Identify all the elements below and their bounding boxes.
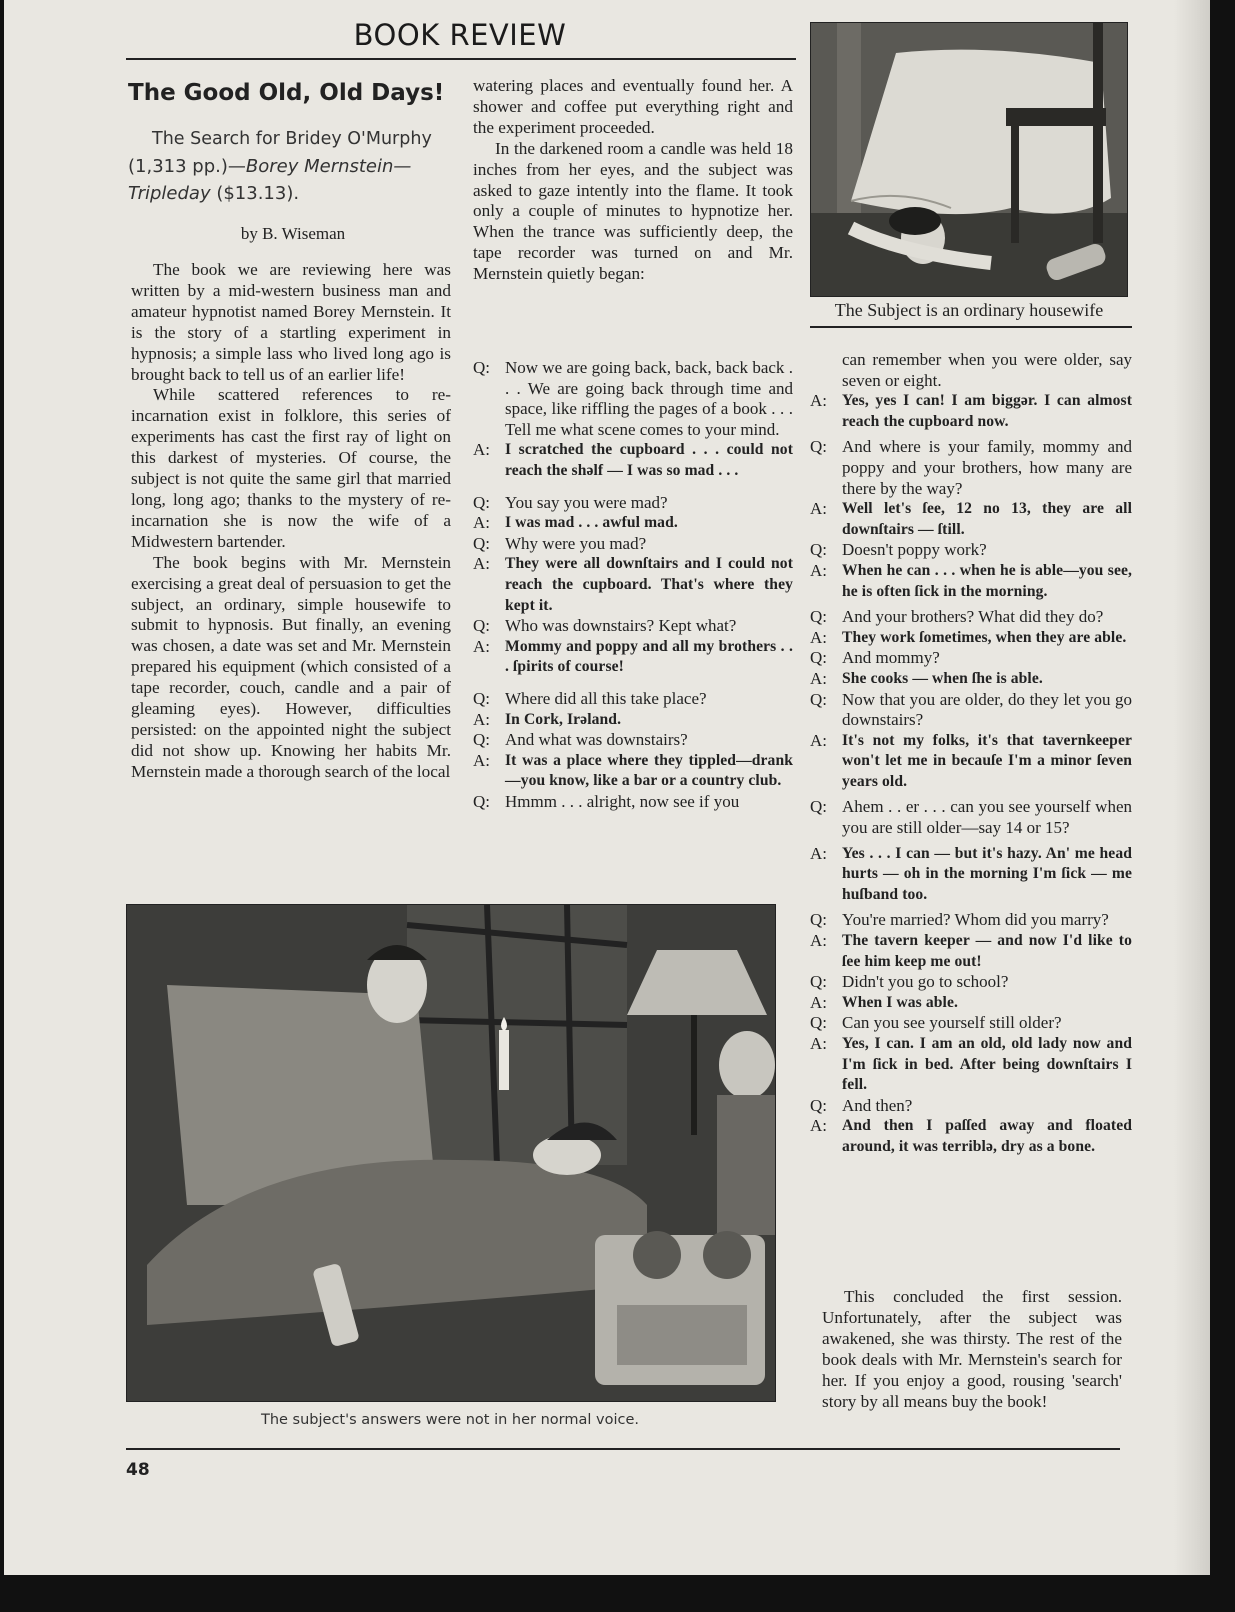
qa-text: Hmmm . . . alright, now see if you (505, 791, 740, 811)
question-line (810, 607, 1132, 628)
qa-text: Didn't you go to school? (842, 972, 1009, 992)
question-line (473, 730, 793, 751)
article-title: The Good Old, Old Days! (128, 80, 445, 106)
answer-line (810, 931, 1132, 972)
question-line (810, 910, 1132, 931)
bottom-caption: The subject's answers were not in her normal voice. (260, 1412, 640, 1428)
question-line (810, 797, 1132, 838)
qa-text: Yes, yes I can! I am biggər. I can almost reach the cupboard now. (842, 392, 1132, 430)
qa-label: Q: (810, 797, 827, 817)
qa-label: Q: (810, 1013, 827, 1033)
qa-label: A: (810, 843, 827, 863)
qa-label: A: (810, 627, 827, 647)
qa-text: Can you see yourself still older? (842, 1013, 1062, 1033)
qa-label: Q: (473, 358, 490, 377)
qa-label: Q: (810, 689, 827, 709)
qa-text: Now that you are older, do they let you go downstairs? (842, 689, 1132, 730)
question-line (473, 792, 793, 813)
page-number: 48 (126, 1460, 150, 1480)
qa-text: Mommy and poppy and all my brothers . . . ſpirits of course! (505, 637, 793, 676)
section-header: BOOK REVIEW (353, 18, 567, 52)
qa-label: Q: (810, 437, 827, 457)
answer-line (473, 710, 793, 731)
answer-line (810, 993, 1132, 1014)
qa-text: And what was downstairs? (505, 730, 688, 750)
qa-text: And then I paſſed away and floated around, it was terriblə, dry as a bone. (842, 1117, 1132, 1155)
question-line (810, 350, 1132, 391)
qa-text: You're married? Whom did you marry? (842, 910, 1109, 930)
qa-text: Yes, I can. I am an old, old lady now and I'm ſick in bed. After being downſtairs I fell. (842, 1035, 1132, 1094)
qa-text: It was a place where they tippled—drank—you know, like a bar or a country club. (505, 751, 793, 790)
qa-label: Q: (473, 688, 490, 708)
qa-label: A: (810, 992, 827, 1012)
qa-spacer (473, 482, 793, 493)
qa-text: And mommy? (842, 648, 940, 668)
question-line (473, 689, 793, 710)
qa-text: They work ſometimes, when they are able. (842, 628, 1127, 646)
qa-label: A: (473, 554, 490, 574)
paragraph: The book we are reviewing here was written by a mid-western business man and amateur hypnotist named Borey Mernstein. It is the story of a startling experiment in hypnosis; a simple lass who lived long ago is brought back to tell us of an earlier life! (131, 260, 451, 384)
paragraph: watering places and eventually found her. A shower and coffee put everything right and the experiment proceeded. (473, 76, 793, 137)
paragraph: In the darkened room a candle was held 18 inches from her eyes, and the subject was asked to gaze intently into the flame. It took only a couple of minutes to hypnotize her. When the trance was sufficiently deep, the tape recorder was turned on and Mr. Mernstein quietly began: (473, 138, 793, 284)
answer-line (473, 440, 793, 481)
qa-text: She cooks — when ſhe is able. (842, 669, 1043, 687)
answer-line (810, 561, 1132, 602)
question-line (810, 690, 1132, 731)
qa-text: Now we are going back, back, back back . . . We are going back through time and space, like riffling the pages of a book . . . Tell me what scene comes to your mind. (505, 358, 793, 439)
question-line (473, 616, 793, 637)
qa-text: It's not my folks, it's that tavernkeeper won't let me in becauſe I'm a minor ſeven years old. (842, 731, 1132, 790)
answer-line (810, 391, 1132, 432)
question-line (473, 358, 793, 440)
qa-text: Ahem . . er . . . can you see yourself when you are still older—say 14 or 15? (842, 797, 1132, 838)
column-1 (131, 260, 451, 783)
answer-line (810, 499, 1132, 540)
paragraph: This concluded the first session. Unfortunately, after the subject was awakened, she was thirsty. The rest of the book deals with Mr. Mernstein's search for her. If you enjoy a good, rousing 'search' story by all means buy the book! (822, 1287, 1122, 1411)
answer-line (810, 628, 1132, 649)
interview-column-3 (810, 350, 1132, 1158)
byline: by B. Wiseman (240, 224, 346, 243)
illustration-hypnosis (126, 904, 776, 1402)
qa-text: I scratched the cupboard . . . could not reach the shəlf — I was so mad . . . (505, 441, 793, 479)
answer-line (473, 513, 793, 534)
question-line (810, 1096, 1132, 1117)
column-2 (473, 76, 793, 285)
qa-label: A: (810, 730, 827, 750)
qa-text: Where did all this take place? (505, 688, 707, 708)
qa-label: Q: (473, 730, 490, 750)
caption-rule (810, 326, 1132, 328)
answer-line (473, 751, 793, 792)
qa-label: A: (473, 750, 490, 770)
question-line (810, 972, 1132, 993)
qa-text: They were all downſtairs and I could not reach the cupboard. That's where they kept it. (505, 555, 793, 614)
qa-text: And your brothers? What did they do? (842, 607, 1104, 627)
qa-label: A: (810, 931, 827, 951)
qa-spacer (473, 678, 793, 689)
magazine-page (4, 0, 1210, 1575)
qa-label (810, 350, 842, 391)
illustration-housewife (810, 22, 1128, 297)
question-line (810, 648, 1132, 669)
answer-line (810, 1034, 1132, 1096)
header-rule (126, 58, 796, 60)
paragraph: While scattered references to re-incarnation exist in folklore, this series of experiments has cast the first ray of light on this darkest of mysteries. Of course, the subject is not quite the same girl that married long, long ago; thanks to the mystery of re-incarnation she is now the wife of a Midwestern bartender. (131, 385, 451, 551)
question-line (473, 493, 793, 514)
book-title: The Search for Bridey O'Murphy (152, 129, 432, 149)
qa-text: Who was downstairs? Kept what? (505, 616, 737, 636)
qa-text: When I was able. (842, 993, 958, 1011)
qa-text: can remember when you were older, say seven or eight. (842, 350, 1132, 390)
qa-label: A: (810, 668, 827, 688)
book-publisher: Tripleday (128, 183, 211, 204)
qa-text: Doesn't poppy work? (842, 540, 987, 560)
book-citation (128, 126, 458, 207)
qa-label: A: (810, 1034, 827, 1053)
qa-label: A: (473, 636, 490, 656)
qa-label: Q: (810, 1095, 827, 1115)
qa-label: A: (810, 560, 827, 580)
qa-label: A: (473, 709, 490, 729)
qa-label: A: (810, 1116, 827, 1136)
qa-text: You say you were mad? (505, 492, 668, 512)
question-line (810, 540, 1132, 561)
question-line (810, 1013, 1132, 1034)
qa-label: Q: (810, 910, 827, 930)
answer-line (810, 731, 1132, 793)
book-pages: (1,313 pp.)— (128, 156, 246, 177)
qa-text: In Cork, Irəland. (505, 710, 622, 728)
answer-line (473, 637, 793, 678)
book-author: Borey Mernstein— (245, 156, 412, 177)
qa-label: Q: (810, 540, 827, 560)
answer-line (810, 669, 1132, 690)
paragraph: The book begins with Mr. Mernstein exercising a great deal of persuasion to get the subject, an ordinary, simple housewife to submit to hypnosis. But finally, an evening was chosen, a date was set and Mr. Mernstein prepared his equipment (which consisted of a tape recorder, couch, candle and a pair of gleaming eyes). However, difficulties persisted: on the appointed night the subject did not show up. Knowing her habits Mr. Mernstein made a thorough search of the local (131, 552, 451, 781)
top-caption: The Subject is an ordinary housewife (834, 300, 1104, 320)
qa-text: And where is your family, mommy and poppy and your brothers, how many are there by the way? (842, 437, 1132, 498)
answer-line (473, 554, 793, 616)
qa-label: Q: (810, 607, 827, 627)
answer-line (810, 1116, 1132, 1157)
qa-text: I was mad . . . awful mad. (505, 514, 678, 532)
qa-label: Q: (473, 533, 490, 553)
qa-text: And then? (842, 1095, 913, 1115)
answer-line (810, 844, 1132, 906)
question-line (810, 437, 1132, 499)
qa-label: Q: (810, 648, 827, 668)
footer-rule (126, 1448, 1120, 1450)
qa-label: A: (473, 440, 490, 460)
qa-label: Q: (473, 492, 490, 512)
qa-label: Q: (473, 616, 490, 636)
conclusion (822, 1287, 1122, 1412)
qa-text: Well let's ſee, 12 no 13, they are all downſtairs — ſtill. (842, 500, 1132, 538)
question-line (473, 534, 793, 555)
book-price: ($13.13). (210, 183, 300, 204)
qa-text: Why were you mad? (505, 533, 647, 553)
qa-text: Yes . . . I can — but it's hazy. An' me head hurts — oh in the morning I'm ſick — me huſband too. (842, 844, 1132, 903)
qa-label: A: (473, 513, 490, 533)
interview-column-2 (473, 358, 793, 812)
qa-label: A: (810, 391, 827, 411)
qa-text: The tavern keeper — and now I'd like to ſee him keep me out! (842, 932, 1132, 970)
qa-label: Q: (810, 972, 827, 992)
qa-text: When he can . . . when he is able—you see, he is often ſick in the morning. (842, 561, 1132, 600)
qa-label: A: (810, 499, 827, 519)
qa-label: Q: (473, 791, 490, 811)
page-edge-shadow (1174, 0, 1210, 1575)
